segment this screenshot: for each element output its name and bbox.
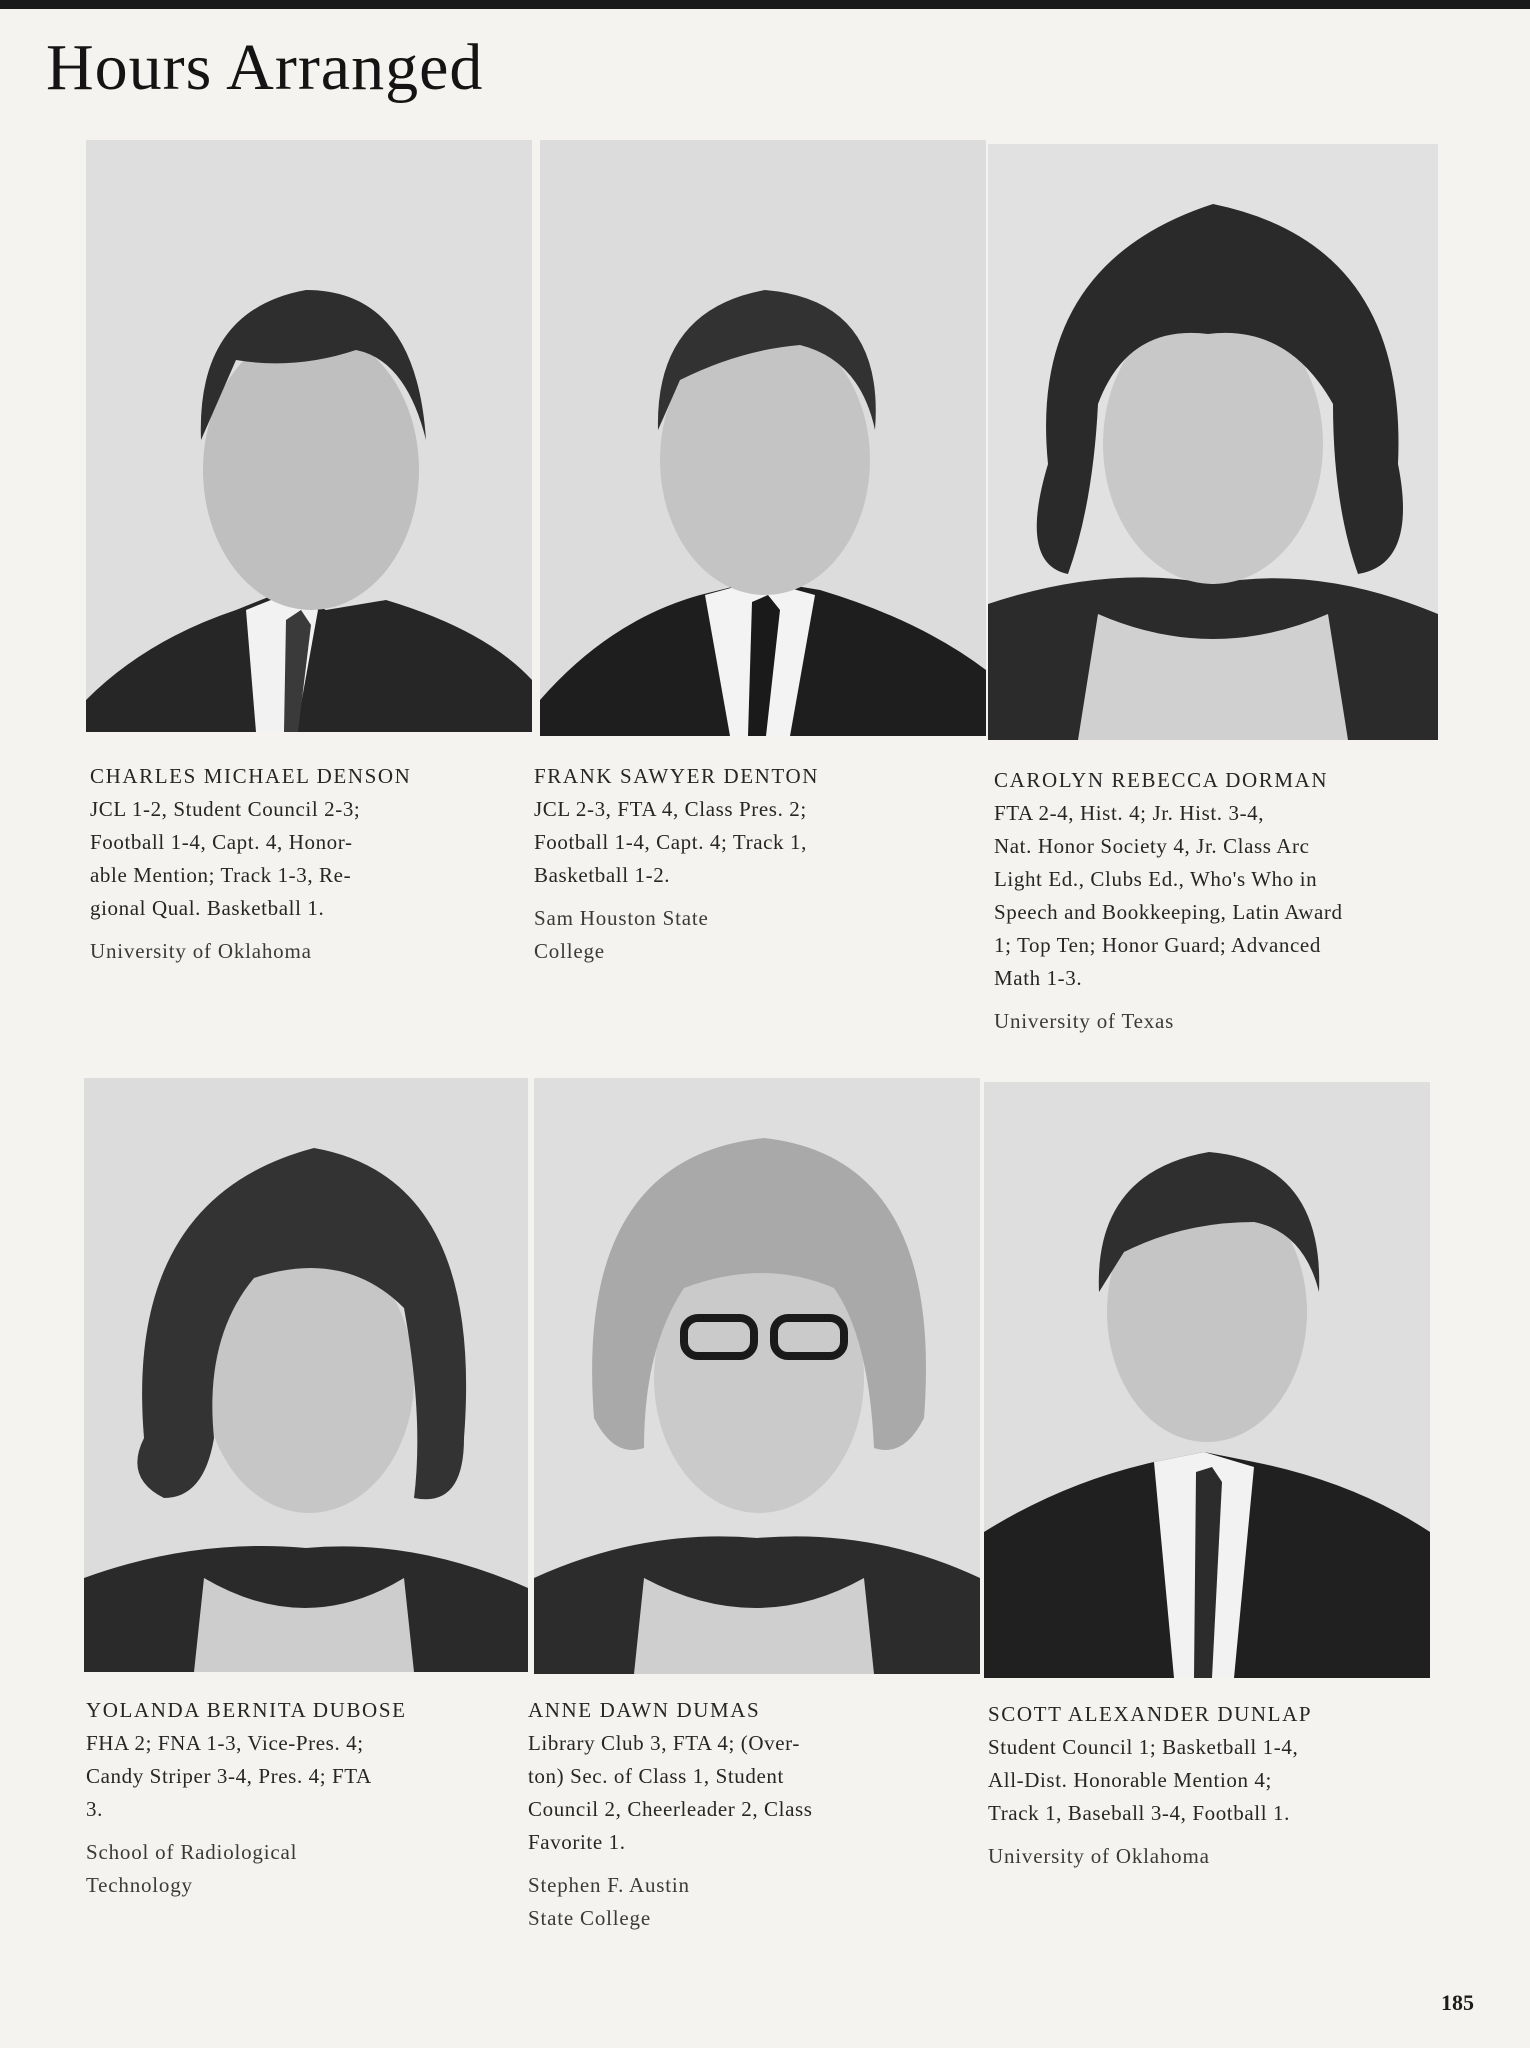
- activity-line: Library Club 3, FTA 4; (Over-: [528, 1731, 800, 1755]
- activity-line: Track 1, Baseball 3-4, Football 1.: [988, 1801, 1290, 1825]
- destination: University of Texas: [994, 1009, 1175, 1033]
- destination: Sam Houston State: [534, 906, 709, 930]
- destination: University of Oklahoma: [90, 939, 312, 963]
- portrait-photo: [84, 1078, 528, 1672]
- destination: College: [534, 939, 605, 963]
- activity-line: ton) Sec. of Class 1, Student: [528, 1764, 784, 1788]
- student-caption: [994, 764, 1434, 1038]
- student-caption: [90, 760, 530, 968]
- activity-line: Council 2, Cheerleader 2, Class: [528, 1797, 813, 1821]
- activity-line: Candy Striper 3-4, Pres. 4; FTA: [86, 1764, 372, 1788]
- student-name: FRANK SAWYER DENTON: [534, 764, 820, 788]
- activity-line: Student Council 1; Basketball 1-4,: [988, 1735, 1299, 1759]
- activity-line: Math 1-3.: [994, 966, 1083, 990]
- activity-line: Nat. Honor Society 4, Jr. Class Arc: [994, 834, 1310, 858]
- destination: Technology: [86, 1873, 193, 1897]
- destination: State College: [528, 1906, 651, 1930]
- activity-line: All-Dist. Honorable Mention 4;: [988, 1768, 1272, 1792]
- activity-line: FHA 2; FNA 1-3, Vice-Pres. 4;: [86, 1731, 364, 1755]
- activity-line: able Mention; Track 1-3, Re-: [90, 863, 352, 887]
- student-name: CHARLES MICHAEL DENSON: [90, 764, 412, 788]
- activity-line: Speech and Bookkeeping, Latin Award: [994, 900, 1343, 924]
- activity-line: FTA 2-4, Hist. 4; Jr. Hist. 3-4,: [994, 801, 1265, 825]
- student-caption: [528, 1694, 968, 1935]
- student-name: ANNE DAWN DUMAS: [528, 1698, 761, 1722]
- destination: Stephen F. Austin: [528, 1873, 690, 1897]
- activity-line: Football 1-4, Capt. 4, Honor-: [90, 830, 353, 854]
- portrait-photo: [534, 1078, 980, 1674]
- activity-line: Football 1-4, Capt. 4; Track 1,: [534, 830, 807, 854]
- student-caption: [988, 1698, 1428, 1873]
- activity-line: Favorite 1.: [528, 1830, 626, 1854]
- student-caption: [86, 1694, 526, 1902]
- page-title: Hours Arranged: [46, 31, 484, 104]
- activity-line: gional Qual. Basketball 1.: [90, 896, 325, 920]
- student-caption: [534, 760, 974, 968]
- activity-line: 1; Top Ten; Honor Guard; Advanced: [994, 933, 1321, 957]
- portrait-photo: [86, 140, 532, 732]
- portrait-photo: [540, 140, 986, 736]
- destination: University of Oklahoma: [988, 1844, 1210, 1868]
- portrait-photo: [988, 144, 1438, 740]
- activity-line: JCL 2-3, FTA 4, Class Pres. 2;: [534, 797, 807, 821]
- student-name: SCOTT ALEXANDER DUNLAP: [988, 1702, 1313, 1726]
- activity-line: 3.: [86, 1797, 103, 1821]
- student-name: YOLANDA BERNITA DUBOSE: [86, 1698, 407, 1722]
- activity-line: JCL 1-2, Student Council 2-3;: [90, 797, 361, 821]
- destination: School of Radiological: [86, 1840, 298, 1864]
- portrait-photo: [984, 1082, 1430, 1678]
- top-rule: [0, 0, 1530, 9]
- page-number: 185: [1441, 1990, 1474, 2015]
- activity-line: Light Ed., Clubs Ed., Who's Who in: [994, 867, 1318, 891]
- activity-line: Basketball 1-2.: [534, 863, 671, 887]
- student-name: CAROLYN REBECCA DORMAN: [994, 768, 1329, 792]
